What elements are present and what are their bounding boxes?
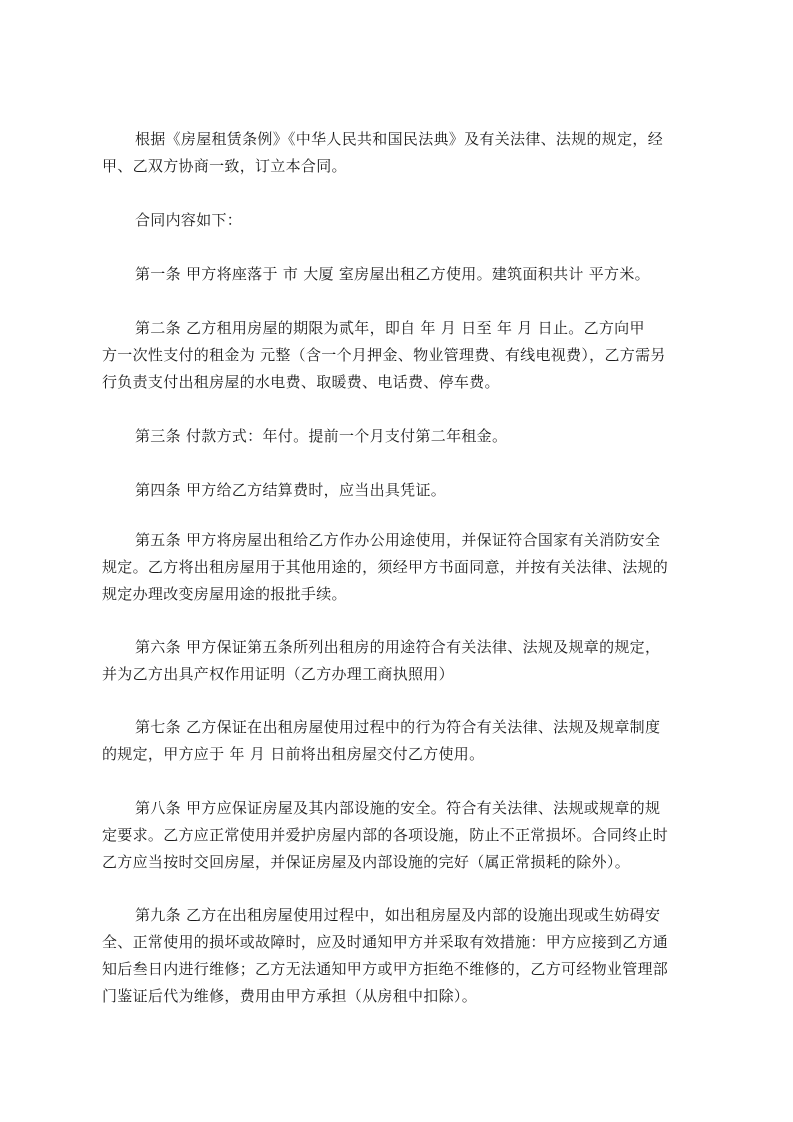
article-8-line-1: 第八条 甲方应保证房屋及其内部设施的安全。符合有关法律、法规或规章的规 — [135, 799, 661, 817]
article-5 — [102, 527, 705, 608]
article-6-line-1: 第六条 甲方保证第五条所列出租房的用途符合有关法律、法规及规章的规定， — [135, 638, 661, 656]
article-3-line-1: 第三条 付款方式：年付。提前一个月支付第二年租金。 — [135, 427, 508, 445]
preamble-line-1: 根据《房屋租赁条例》《中华人民共和国民法典》及有关法律、法规的规定，经 — [135, 130, 664, 148]
article-9 — [102, 902, 705, 1010]
article-5-line-1: 第五条 甲方将房屋出租给乙方作办公用途使用，并保证符合国家有关消防安全 — [135, 531, 661, 549]
article-6-line-2: 并为乙方出具产权作用证明（乙方办理工商执照用） — [102, 665, 454, 683]
article-2 — [102, 315, 705, 396]
article-1 — [135, 261, 705, 288]
article-8 — [102, 795, 705, 876]
article-4 — [135, 477, 705, 504]
article-9-line-1: 第九条 乙方在出租房屋使用过程中，如出租房屋及内部的设施出现或生妨碍安 — [135, 906, 661, 924]
preamble-paragraph — [102, 126, 705, 180]
article-7-line-2: 的规定，甲方应于 年 月 日前将出租房屋交付乙方使用。 — [102, 745, 485, 763]
article-2-line-3: 行负责支付出租房屋的水电费、取暖费、电话费、停车费。 — [102, 373, 500, 391]
article-2-line-1: 第二条 乙方租用房屋的期限为贰年，即自 年 月 日至 年 月 日止。乙方向甲 — [135, 319, 645, 337]
article-3 — [135, 423, 705, 450]
article-9-line-2: 全、正常使用的损坏或故障时，应及时通知甲方并采取有效措施：甲方应接到乙方通 — [102, 933, 669, 951]
intro-paragraph — [135, 207, 705, 234]
article-7 — [102, 714, 705, 768]
article-8-line-2: 定要求。乙方应正常使用并爱护房屋内部的各项设施，防止不正常损坏。合同终止时 — [102, 826, 669, 844]
article-8-line-3: 乙方应当按时交回房屋，并保证房屋及内部设施的完好（属正常损耗的除外）。 — [102, 853, 631, 871]
article-5-line-3: 规定办理改变房屋用途的报批手续。 — [102, 585, 347, 603]
article-6 — [102, 634, 705, 688]
article-5-line-2: 规定。乙方将出租房屋用于其他用途的，须经甲方书面同意，并按有关法律、法规的 — [102, 558, 669, 576]
article-9-line-4: 门鉴证后代为维修，费用由甲方承担（从房租中扣除）。 — [102, 987, 478, 1005]
preamble-line-2: 甲、乙双方协商一致，订立本合同。 — [102, 157, 347, 175]
intro-line: 合同内容如下： — [135, 211, 243, 229]
article-9-line-3: 知后叁日内进行维修；乙方无法通知甲方或甲方拒绝不维修的，乙方可经物业管理部 — [102, 960, 669, 978]
article-1-line-1: 第一条 甲方将座落于 市 大厦 室房屋出租乙方使用。建筑面积共计 平方米。 — [135, 265, 650, 283]
article-4-line-1: 第四条 甲方给乙方结算费时，应当出具凭证。 — [135, 481, 447, 499]
article-2-line-2: 方一次性支付的租金为 元整（含一个月押金、物业管理费、有线电视费），乙方需另 — [102, 346, 666, 364]
article-7-line-1: 第七条 乙方保证在出租房屋使用过程中的行为符合有关法律、法规及规章制度 — [135, 718, 661, 736]
